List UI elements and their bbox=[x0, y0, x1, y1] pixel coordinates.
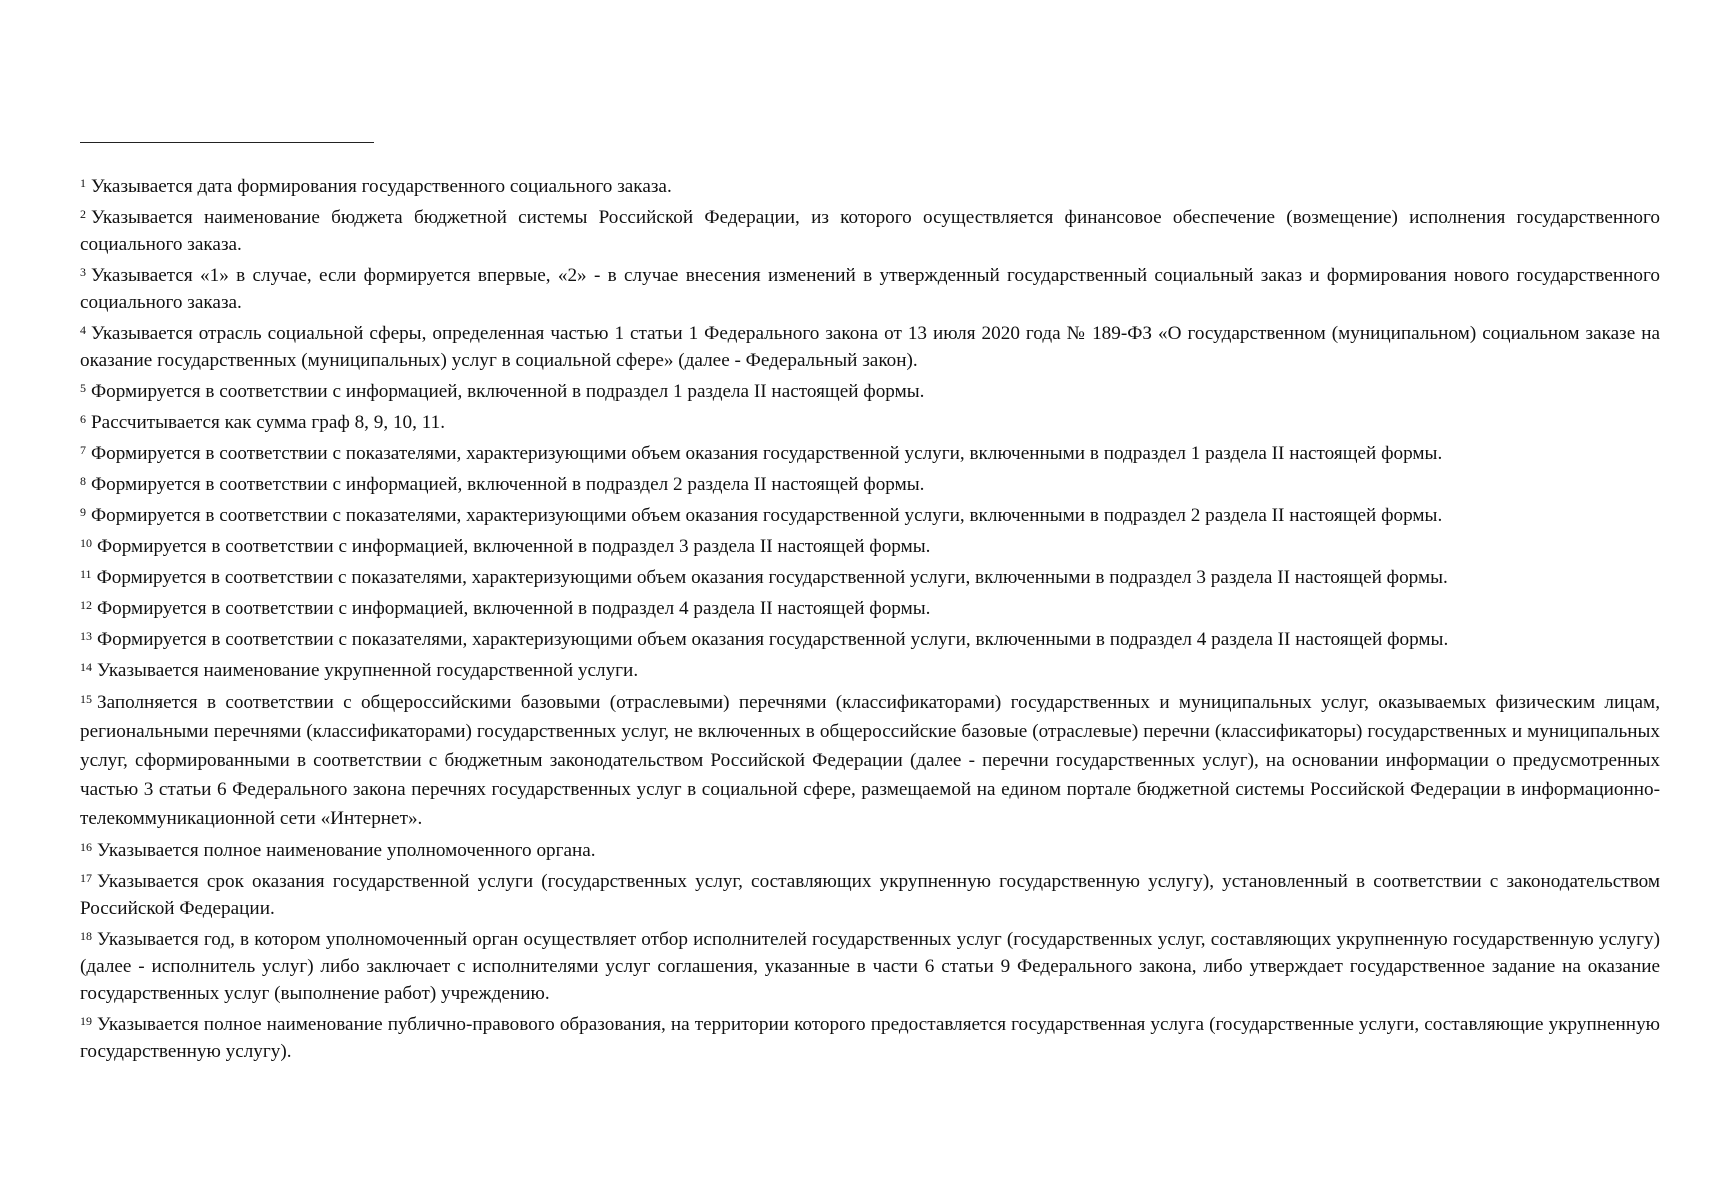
footnote-text: Указывается год, в котором уполномоченный орган осуществляет отбор исполнителей государственных услуг (государственных услуг, составляющих укрупненную государственную услугу) (далее - исполнитель услуг) либо заключает с исполнителями услуг соглашения, указанные в части 6 статьи 9 Федерального закона, либо утверждает государственное задание на оказание государственных услуг (выполнение работ) учреждению. bbox=[80, 929, 1660, 1004]
footnote-8 bbox=[80, 471, 1660, 498]
footnote-15 bbox=[80, 688, 1660, 833]
footnote-text: Формируется в соответствии с показателями, характеризующими объем оказания государственной услуги, включенными в подраздел 4 раздела II настоящей формы. bbox=[97, 629, 1449, 650]
footnote-text: Указывается отрасль социальной сферы, определенная частью 1 статьи 1 Федерального закона от 13 июля 2020 года № 189-ФЗ «О государственном (муниципальном) социальном заказе на оказание государственных (муниципальных) услуг в социальной сфере» (далее - Федеральный закон). bbox=[80, 323, 1660, 371]
footnote-number: 2 bbox=[80, 207, 86, 221]
footnote-text: Рассчитывается как сумма граф 8, 9, 10, 11. bbox=[91, 412, 446, 433]
footnote-number: 7 bbox=[80, 443, 86, 457]
footnote-number: 5 bbox=[80, 381, 86, 395]
footnote-text: Формируется в соответствии с информацией, включенной в подраздел 3 раздела II настоящей формы. bbox=[97, 536, 931, 557]
footnote-number: 13 bbox=[80, 629, 92, 643]
footnote-text: Указывается дата формирования государственного социального заказа. bbox=[91, 176, 672, 197]
footnote-text: Формируется в соответствии с информацией, включенной в подраздел 1 раздела II настоящей формы. bbox=[91, 381, 925, 402]
footnote-9 bbox=[80, 502, 1660, 529]
footnote-number: 18 bbox=[80, 929, 92, 943]
footnote-text: Указывается наименование укрупненной государственной услуги. bbox=[97, 660, 639, 681]
footnote-number: 4 bbox=[80, 323, 86, 337]
footnote-number: 15 bbox=[80, 692, 92, 706]
footnote-1 bbox=[80, 173, 1660, 200]
footnote-18 bbox=[80, 926, 1660, 1007]
footnote-2 bbox=[80, 204, 1660, 258]
footnote-number: 9 bbox=[80, 505, 86, 519]
footnote-6 bbox=[80, 409, 1660, 436]
footnote-12 bbox=[80, 595, 1660, 622]
footnote-number: 11 bbox=[80, 567, 92, 581]
footnote-text: Заполняется в соответствии с общероссийскими базовыми (отраслевыми) перечнями (классификаторами) государственных и муниципальных услуг, оказываемых физическим лицам, региональными перечнями (классификаторами) государственных услуг, не включенных в общероссийские базовые (отраслевые) перечни (классификаторы) государственных и муниципальных услуг, сформированными в соответствии с бюджетным законодательством Российской Федерации (далее - перечни государственных услуг), на основании информации о предусмотренных частью 3 статьи 6 Федерального закона перечнях государственных услуг в социальной сфере, размещаемой на едином портале бюджетной системы Российской Федерации в информационно-телекоммуникационной сети «Интернет». bbox=[80, 692, 1660, 829]
footnote-17 bbox=[80, 868, 1660, 922]
footnote-5 bbox=[80, 378, 1660, 405]
footnote-number: 10 bbox=[80, 536, 92, 550]
footnote-number: 19 bbox=[80, 1014, 92, 1028]
footnote-number: 12 bbox=[80, 598, 92, 612]
footnote-text: Указывается «1» в случае, если формируется впервые, «2» - в случае внесения изменений в утвержденный государственный социальный заказ и формирования нового государственного социального заказа. bbox=[80, 265, 1660, 313]
footnote-text: Формируется в соответствии с показателями, характеризующими объем оказания государственной услуги, включенными в подраздел 3 раздела II настоящей формы. bbox=[96, 567, 1448, 588]
footnote-number: 14 bbox=[80, 660, 92, 674]
footnote-number: 6 bbox=[80, 412, 86, 426]
footnote-16 bbox=[80, 837, 1660, 864]
footnote-11 bbox=[80, 564, 1660, 591]
footnote-14 bbox=[80, 657, 1660, 684]
footnote-text: Указывается срок оказания государственной услуги (государственных услуг, составляющих укрупненную государственную услугу), установленный в соответствии с законодательством Российской Федерации. bbox=[80, 871, 1660, 919]
footnote-13 bbox=[80, 626, 1660, 653]
footnote-4 bbox=[80, 320, 1660, 374]
footnote-text: Формируется в соответствии с показателями, характеризующими объем оказания государственной услуги, включенными в подраздел 2 раздела II настоящей формы. bbox=[91, 505, 1443, 526]
footnote-10 bbox=[80, 533, 1660, 560]
footnote-7 bbox=[80, 440, 1660, 467]
footnote-text: Формируется в соответствии с показателями, характеризующими объем оказания государственной услуги, включенными в подраздел 1 раздела II настоящей формы. bbox=[91, 443, 1443, 464]
footnote-separator bbox=[80, 142, 374, 143]
footnote-number: 3 bbox=[80, 265, 86, 279]
footnote-text: Формируется в соответствии с информацией, включенной в подраздел 2 раздела II настоящей формы. bbox=[91, 474, 925, 495]
footnote-number: 17 bbox=[80, 871, 92, 885]
footnote-number: 16 bbox=[80, 840, 92, 854]
footnote-text: Указывается наименование бюджета бюджетной системы Российской Федерации, из которого осуществляется финансовое обеспечение (возмещение) исполнения государственного социального заказа. bbox=[80, 207, 1660, 255]
footnote-3 bbox=[80, 262, 1660, 316]
footnote-text: Указывается полное наименование уполномоченного органа. bbox=[97, 840, 596, 861]
footnote-text: Формируется в соответствии с информацией, включенной в подраздел 4 раздела II настоящей формы. bbox=[97, 598, 931, 619]
footnote-19 bbox=[80, 1011, 1660, 1065]
footnote-text: Указывается полное наименование публично-правового образования, на территории которого предоставляется государственная услуга (государственные услуги, составляющие укрупненную государственную услугу). bbox=[80, 1014, 1660, 1062]
footnote-number: 8 bbox=[80, 474, 86, 488]
footnote-number: 1 bbox=[80, 176, 86, 190]
footnotes-list bbox=[80, 173, 1660, 1069]
